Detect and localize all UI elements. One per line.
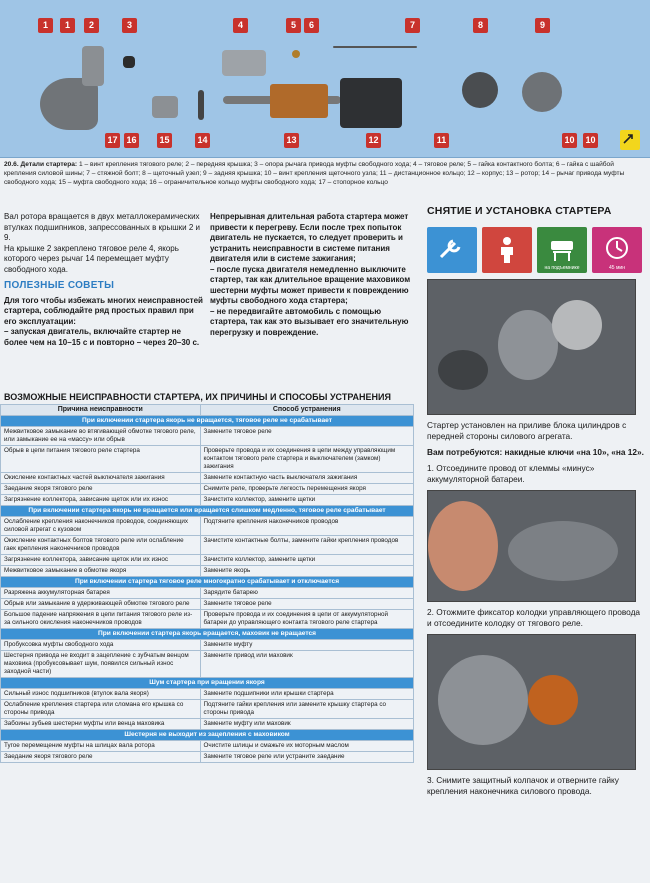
cell-cause: Большое падение напряжения в цепи питания тягового реле из-за сильного окисления наконечников проводов [1,610,201,629]
photo-detail [428,501,498,591]
cell-cause: Загрязнение коллектора, зависание щеток или их износ [1,495,201,506]
step-3: 3. Снимите защитный колпачок и отверните гайку крепления наконечника силового провода. [427,775,619,796]
step-2-photo [427,490,636,602]
clutch-part [152,96,178,118]
table-row [1,427,414,446]
step-1: 1. Отсоедините провод от клеммы «минус» аккумуляторной батареи. [427,463,595,484]
cell-cause: Сильный износ подшипников (втулок вала якоря) [1,689,201,700]
table-row [1,700,414,719]
table-row [1,719,414,730]
cell-cause: Обрыв или замыкание в удерживающей обмотке тягового реле [1,599,201,610]
tips-text: Для того чтобы избежать многих неисправностей стартера, соблюдайте ряд простых правил при его эксплуатации: – запуская двигатель, включайте стартер не более чем на 10–15 с и повторно – через 20–30 с. [4,295,203,347]
cell-cause: Тугое перемещение муфты на шлицах вала ротора [1,741,201,752]
table-title: ВОЗМОЖНЫЕ НЕИСПРАВНОСТИ СТАРТЕРА, ИХ ПРИЧИНЫ И СПОСОБЫ УСТРАНЕНИЯ [4,392,391,402]
part-tag: 11 [434,133,449,148]
cell-fix: Замените тяговое реле [200,427,413,446]
section-heading: При включении стартера якорь не вращается или вращается слишком медленно, тяговое реле срабатывает [1,506,414,517]
table-row [1,752,414,763]
lift-caption: на подъемнике [544,265,580,271]
cell-fix: Замените муфту или маховик [200,719,413,730]
parts-illustration [0,0,650,158]
cell-fix: Проверьте провода и их соединения в цепи от аккумуляторной батареи до управляющего контакта тягового реле стартера [200,610,413,629]
cell-fix: Замените подшипники или крышки стартера [200,689,413,700]
table-row [1,484,414,495]
figure-caption-text: 1 – винт крепления тягового реле; 2 – передняя крышка; 3 – опора рычага привода муфты свободного хода; 4 – тяговое реле; 5 – гайка контактного болта; 6 – гайка с шайбой крепления силовой шины; 7 – стяжной болт; 8 – щеточный узел; 9 – задняя крышка; 10 – винт крепления щеточного узла; 11 – дистанционное кольцо; 12 – корпус; 13 – ротор; 14 – рычаг привода муфты свободного хода; 15 – муфта свободного хода; 16 – ограничительное кольцо муфты свободного хода; 17 – стопорное кольцо [4,161,625,186]
cell-cause: Окисление контактных частей выключателя зажигания [1,473,201,484]
part-tag: 13 [284,133,299,148]
table-section [1,730,414,741]
section-heading: Шум стартера при вращении якоря [1,678,414,689]
cell-fix: Зачистите контактные болты, замените гайки крепления проводов [200,536,413,555]
cell-fix: Зарядите батарею [200,588,413,599]
photo-detail [528,675,578,725]
time-caption: 45 мин [609,265,625,271]
cell-fix: Очистите шлицы и смажьте их моторным маслом [200,741,413,752]
part-tag: 10 [562,133,577,148]
starter-photo [427,279,636,415]
cell-fix: Подтяните крепления наконечников проводов [200,517,413,536]
part-tag: 1 [38,18,53,33]
part-tag: 12 [366,133,381,148]
table-section [1,506,414,517]
cell-fix: Замените контактную часть выключателя зажигания [200,473,413,484]
table-row [1,566,414,577]
person-icon [482,227,532,273]
table-row [1,599,414,610]
front-cover-part [82,46,104,86]
part-tag: 7 [405,18,420,33]
photo-detail [498,310,558,380]
header-fix: Способ устранения [200,405,413,416]
section-heading: При включении стартера тяговое реле многократно срабатывает и отключается [1,577,414,588]
arrow-icon [620,130,640,150]
cell-cause: Межвитковое замыкание во втягивающей обмотке тягового реле, или замыкание ее на «массу» или обрыв [1,427,201,446]
section-title: СНЯТИЕ И УСТАНОВКА СТАРТЕРА [427,205,612,217]
step-2: 2. Отожмите фиксатор колодки управляющего провода и отсоедините колодку от тягового реле. [427,607,641,628]
photo-detail [508,521,618,581]
brush-holder-part [462,72,498,108]
table-row [1,495,414,506]
part-tag: 6 [304,18,319,33]
cell-cause: Ослабление крепления наконечников проводов, соединяющих силовой агрегат с кузовом [1,517,201,536]
cell-fix: Замените якорь [200,566,413,577]
housing-part [340,78,402,128]
photo-detail [438,655,528,745]
cell-cause: Межвитковое замыкание в обмотке якоря [1,566,201,577]
table-row [1,640,414,651]
part-tag: 14 [195,133,210,148]
tools-text: Вам потребуются: накидные ключи «на 10», «на 12». [427,447,644,457]
nut-part [292,50,300,58]
cell-fix: Замените муфту [200,640,413,651]
table-section [1,678,414,689]
part-tag: 8 [473,18,488,33]
part-tag: 10 [583,133,598,148]
rotor-paragraph: Вал ротора вращается в двух металлокерамических втулках подшипников, запрессованных в крышки 2 и 9. На крышке 2 закреплено тяговое реле 4, якорь которого через рычаг 14 перемещает муфту свободного хода. [4,212,201,274]
photo-detail [552,300,602,350]
left-column [4,212,204,348]
requirements-icons [427,227,646,273]
part-tag: 2 [84,18,99,33]
cell-fix: Замените тяговое реле или устраните заедание [200,752,413,763]
table-row [1,517,414,536]
table-row [1,610,414,629]
cell-fix: Замените тяговое реле [200,599,413,610]
cell-cause: Разряжена аккумуляторная батарея [1,588,201,599]
photo-detail [438,350,488,390]
table-row [1,741,414,752]
cell-fix: Снимите реле, проверьте легкость перемещения якоря [200,484,413,495]
rotor-part [270,84,328,118]
cell-cause: Пробуксовка муфты свободного хода [1,640,201,651]
header-cause: Причина неисправности [1,405,201,416]
cell-fix: Замените привод или маховик [200,651,413,678]
faults-table [0,404,414,763]
table-row [1,651,414,678]
table-row [1,555,414,566]
part-tag: 17 [105,133,120,148]
part-tag: 15 [157,133,172,148]
table-row [1,473,414,484]
table-section [1,416,414,427]
part-tag: 9 [535,18,550,33]
cell-fix: Проверьте провода и их соединения в цепи между управляющим контактом тягового реле стартера и выключателем (замком) зажигания [200,446,413,473]
step-3-photo [427,634,636,770]
cell-cause: Окисление контактных болтов тягового реле или ослабление гаек крепления наконечников проводов [1,536,201,555]
table-section [1,577,414,588]
middle-column: Непрерывная длительная работа стартера может привести к перегреву. Если после трех попыток двигатель не пускается, то следует проверить и устранить неисправности в системе питания двигателя или в системе зажигания; – после пуска двигателя немедленно выключите стартер, так как длительное вращение маховиком шестерни муфты может привести к повреждению муфты свободного хода стартера; – не передвигайте автомобиль с помощью стартера, так как это вызывает его значительную перегрузку и повреждение. [210,212,411,337]
right-column [427,205,646,802]
cell-cause: Заедание якоря тягового реле [1,752,201,763]
table-section [1,629,414,640]
part-tag: 5 [286,18,301,33]
lever-part [198,90,204,120]
part-tag: 3 [122,18,137,33]
part-tag: 4 [233,18,248,33]
cell-fix: Зачистите коллектор, замените щетки [200,495,413,506]
table-row [1,588,414,599]
figure-caption [4,160,644,187]
table-row [1,446,414,473]
section-heading: Шестерня не выходит из зацепления с маховиком [1,730,414,741]
lift-icon [537,227,587,273]
cell-cause: Забоины зубьев шестерни муфты или венца маховика [1,719,201,730]
wrench-icon [427,227,477,273]
section-heading: При включении стартера якорь не вращается, тяговое реле не срабатывает [1,416,414,427]
table-body [1,416,414,763]
table-row [1,689,414,700]
rear-cover-part [522,72,562,112]
part-tag: 1 [60,18,75,33]
cell-fix: Подтяните гайки крепления или замените крышку стартера со стороны привода [200,700,413,719]
through-bolt-part [333,46,417,48]
lever-support-part [123,56,135,68]
section-heading: При включении стартера якорь вращается, маховик не вращается [1,629,414,640]
cell-cause: Шестерня привода не входит в зацепление с зубчатым венцом маховика (пробуксовывает шум, появился сильный износ заходной части) [1,651,201,678]
cell-cause: Ослабление крепления стартера или сломана его крышка со стороны привода [1,700,201,719]
cell-cause: Заедание якоря тягового реле [1,484,201,495]
figure-caption-label: 20.6. Детали стартера: [4,161,78,168]
cell-fix: Зачистите коллектор, замените щетки [200,555,413,566]
part-tag: 16 [124,133,139,148]
table-row [1,536,414,555]
starter-location-text: Стартер установлен на приливе блока цилиндров с передней стороны силового агрегата. [427,420,627,441]
solenoid-part [222,50,266,76]
tips-title: ПОЛЕЗНЫЕ СОВЕТЫ [4,280,115,291]
cell-cause: Загрязнение коллектора, зависание щеток или их износ [1,555,201,566]
cell-cause: Обрыв в цепи питания тягового реле стартера [1,446,201,473]
clock-icon [592,227,642,273]
